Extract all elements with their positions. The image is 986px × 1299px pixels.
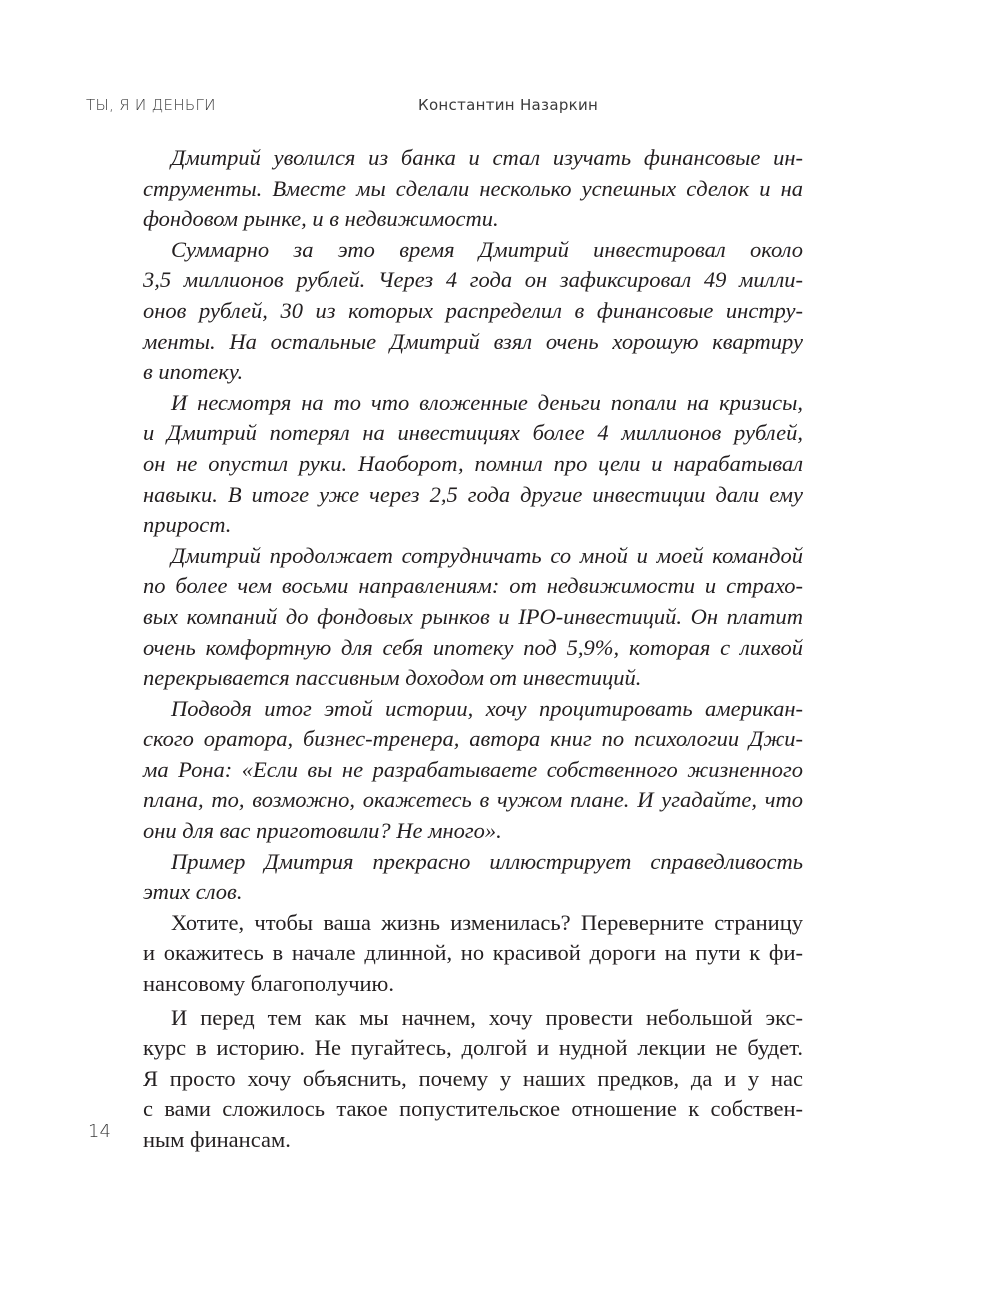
paragraph (143, 847, 803, 908)
text-line: ным финансам. (143, 1127, 291, 1152)
book-title: ТЫ, Я И ДЕНЬГИ (86, 96, 216, 114)
text-line: и окажитесь в начале длинной, но красивой дороги на пути к фи- (143, 940, 803, 966)
text-line: струменты. Вместе мы сделали несколько успешных сделок и на (143, 175, 803, 201)
text-line: перекрывается пассивным доходом от инвестиций. (143, 665, 642, 691)
text-line: 3,5 миллионов рублей. Через 4 года он зафиксировал 49 милли- (143, 267, 803, 293)
text-line: И несмотря на то что вложенные деньги попали на кризисы, (171, 389, 803, 415)
text-line: курс в историю. Не пугайтесь, долгой и нудной лекции не будет. (143, 1035, 803, 1061)
text-line: Подводя итог этой истории, хочу процитировать американ- (171, 695, 803, 721)
text-line: очень комфортную для себя ипотеку под 5,9%, которая с лихвой (143, 634, 803, 660)
text-line: ского оратора, бизнес-тренера, автора книг по психологии Джи- (143, 726, 803, 752)
text-line: вых компаний до фондовых рынков и IPO-инвестиций. Он платит (143, 603, 803, 629)
text-line: Хотите, чтобы ваша жизнь изменилась? Переверните страницу (171, 909, 803, 935)
text-line: этих слов. (143, 879, 243, 905)
text-line: фондовом рынке, и в недвижимости. (143, 206, 499, 232)
text-line: они для вас приготовили? Не много». (143, 818, 502, 844)
paragraph (143, 388, 803, 541)
text-line: онов рублей, 30 из которых распределил в финансовые инстру- (143, 297, 803, 323)
paragraph (143, 541, 803, 694)
running-header (0, 96, 986, 120)
body-text (143, 143, 803, 1156)
text-line: в ипотеку. (143, 359, 244, 385)
paragraph (143, 235, 803, 388)
paragraph (143, 143, 803, 235)
text-line: ма Рона: «Если вы не разрабатываете собственного жизненного (143, 756, 803, 782)
text-line: он не опустил руки. Наоборот, помнил про цели и нарабатывал (143, 450, 803, 476)
text-line: с вами сложилось такое попустительское отношение к собствен- (143, 1096, 803, 1122)
paragraph (143, 694, 803, 847)
text-line: нансовому благополучию. (143, 971, 394, 997)
text-line: плана, то, возможно, окажетесь в чужом плане. И угадайте, что (143, 787, 803, 813)
text-line: по более чем восьми направлениям: от недвижимости и страхо- (143, 573, 803, 599)
page-number: 14 (88, 1121, 111, 1142)
text-line: И перед тем как мы начнем, хочу провести небольшой экс- (171, 1004, 803, 1030)
text-line: менты. На остальные Дмитрий взял очень хорошую квартиру (143, 328, 803, 354)
text-line: и Дмитрий потерял на инвестициях более 4 миллионов рублей, (143, 420, 803, 446)
author-name: Константин Назаркин (418, 96, 599, 114)
text-line: навыки. В итоге уже через 2,5 года другие инвестиции дали ему (143, 481, 803, 507)
paragraph (143, 908, 803, 1000)
text-line: Пример Дмитрия прекрасно иллюстрирует справедливость (171, 848, 803, 874)
text-line: Дмитрий уволился из банка и стал изучать финансовые ин- (171, 145, 803, 170)
text-line: Я просто хочу объяснить, почему у наших предков, да и у нас (143, 1065, 803, 1091)
text-line: Дмитрий продолжает сотрудничать со мной и моей командой (171, 542, 803, 568)
text-line: прирост. (143, 512, 232, 538)
text-line: Суммарно за это время Дмитрий инвестировал около (171, 236, 803, 262)
paragraph (143, 1003, 803, 1156)
